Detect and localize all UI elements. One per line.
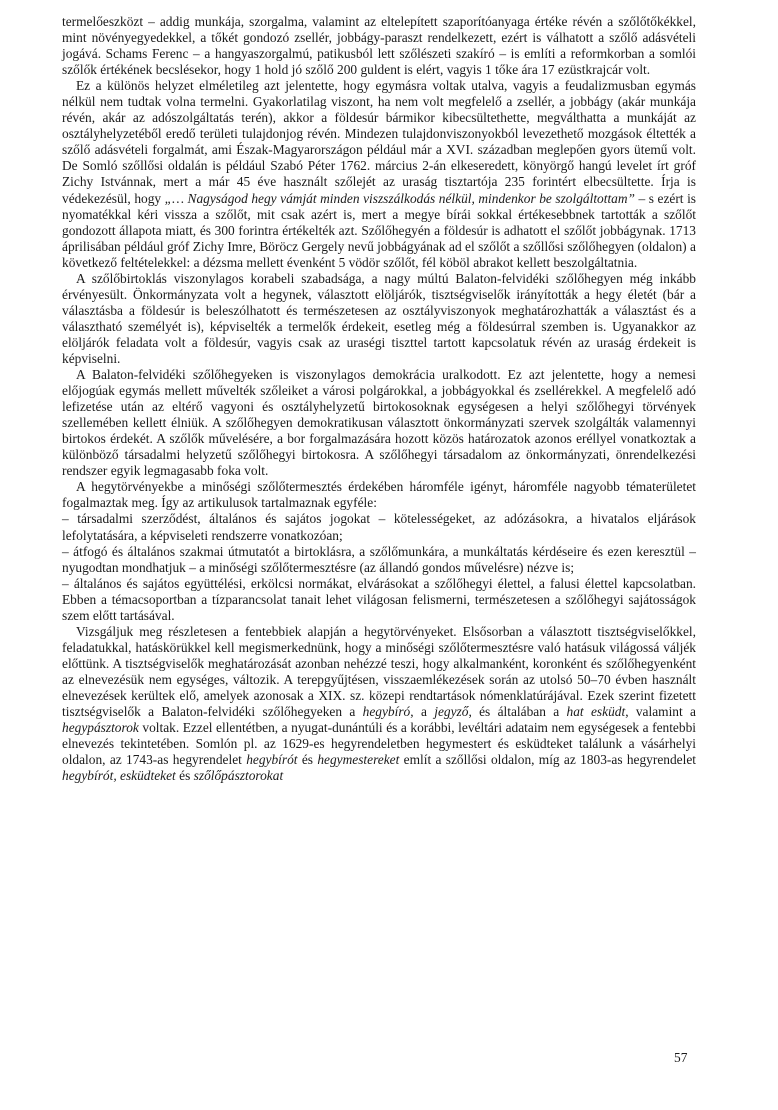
text-run: A szőlőbirtoklás viszonylagos korabeli szabadsága, a nagy múltú Balaton-felvidéki szőlőhegyen még inkább érvényesült. Önkormányzata volt a hegynek, választott elöljárók, tisztségviselők irányították a hegy életét (bár a választásba a földesúr is beleszólhatott és természetesen az osztályviszonyok meghatározhatták a választást és a választható személyét is), képviselték a termelők érdekeit, esetleg még a földesúrral szemben is. Ugyanakkor az elöljárók feladata volt a földesúr, vagyis csak az uraségi tiszttel tartott kapcsolatuk révén az uraság érdekeit is képviselni.	[62, 270, 696, 366]
text-run: , valamint a	[625, 704, 696, 720]
italic-text: hegybíró	[362, 704, 411, 720]
text-run: – s ezért is nyomatékkal kéri vissza a szőlőt, mit csak azért is, mert a megye bírái sokkal értékesebbnek tartották a szőlőt gondozott állapota miatt, és 300 forintra értékelték azt. Szőlőhegyén a földesúr is adhatott el szőlőt jobbágynak. 1713 áprilisában például gróf Zichy Imre, Böröcz Gergely nevű jobbágyának ad el szőlőt a szőllősi szőlőhegyen (oldalon) a következő feltételekkel: a dézsma mellett évenként 5 vödör szőlőt, fél köböl abrakot kellett beszolgáltatnia.	[62, 190, 696, 270]
paragraph	[62, 544, 696, 576]
italic-text: hat esküdt	[566, 704, 626, 720]
italic-text: hegymestereket	[317, 752, 400, 768]
text-run: A hegytörvényekbe a minőségi szőlőtermesztés érdekében háromféle igényt, háromféle nagyobb tématerületet fogalmaztak meg. Így az artikulusok tartalmaznak egyféle:	[62, 479, 696, 511]
text-run: termelőeszközt – addig munkája, szorgalma, valamint az eltelepített szaporítóanyaga értéke révén a szőlőtőkékkel, mint növényegyedekkel, a tőkét gondozó zsellér, jobbágy-paraszt rendelkezett, ezért is válhatott a szőlő adásvételi jogává. Schams Ferenc – a hangyaszorgalmú, patikusból lett szőlészeti szakíró – is említi a reformkorban a somlói szőlők értékének becslésekor, hogy 1 hold jó szőlő 200 guldent is elért, vagyis 1 tőke ára 17 ezüstkrajcár volt.	[62, 14, 696, 78]
document-body	[62, 14, 696, 784]
text-run: és	[175, 768, 194, 784]
paragraph	[62, 576, 696, 624]
paragraph	[62, 271, 696, 367]
paragraph	[62, 78, 696, 271]
text-run: , és általában a	[468, 704, 567, 720]
italic-text: hegybírót, esküdteket	[62, 768, 176, 784]
paragraph	[62, 367, 696, 479]
italic-text: hegypásztorok	[62, 720, 139, 736]
text-run: – átfogó és általános szakmai útmutatót a birtoklásra, a szőlőmunkára, a munkáltatás kérdéseire és ezen keresztül – nyugodtan mondhatjuk – a minőségi szőlőtermesztésre (az állandó gondos művelésre) nézve is;	[62, 543, 696, 575]
text-run: és	[297, 752, 318, 768]
text-run: A Balaton-felvidéki szőlőhegyeken is viszonylagos demokrácia uralkodott. Ez azt jelentette, hogy a nemesi előjogúak egymás mellett művelték szőleiket a városi polgárokkal, a jobbágyokkal és zsellérekkel. A megfelelő adó lefizetése után az eltérő vagyoni és osztályhelyzetű birtokosoknak egységesen a helyi szőlőhegyi törvények szellemében kellett élniük. A szőlőhegyen demokratikusan választott önkormányzati szervek szolgálták valamennyi birtokos érdekét. A szőlők művelésére, a bor forgalmazására hozott közös határozatok azonos eréllyel vonatkoztak a különböző társadalmi helyzetű szőlőhegyi birtokosra. A szőlőhegyi társadalom az önkormányzati, önrendelkezési rendszer egyik legmagasabb foka volt.	[62, 367, 696, 479]
text-run: – általános és sajátos együttélési, erkölcsi normákat, elvárásokat a szőlőhegyi élettel, a falusi élettel kapcsolatban. Ebben a témacsoportban a tízparancsolat tanait lehet világosan felismerni, természetesen a szőlőhegyi sajátosságok szem előtt tartásával.	[62, 575, 696, 623]
page-number: 57	[674, 1050, 688, 1065]
text-run: , a	[410, 704, 435, 720]
text-run: Ez a különös helyzet elméletileg azt jelentette, hogy egymásra voltak utalva, vagyis a feudalizmusban egymás nélkül nem tudtak volna termelni. Gyakorlatilag viszont, ha nem volt megfelelő a zsellér, a jobbágy (akár munkája révén, akár az adószolgáltatás terén), akkor a földesúr bármikor kibecsültethette, megválthatta a munkáját az osztályhelyzetéből eredő területi tulajdonjog révén. Mindezen tulajdonviszonyokból levezethető mozgások éltették a szőlő adásvételi forgalmát, ami Észak-Magyarországon például már a XVI. században meglepően gyors ütemű volt. De Somló szőllősi oldalán is például Szabó Péter 1762. március 2-án elkeseredett, könyörgő hangú levelet írt gróf Zichy Istvánnak, mert a már 45 éve használt szőlejét az uraság tisztartója 235 forintért elbecsültette. Írja is védekezésül, hogy	[62, 78, 696, 206]
text-run: említ a szőllősi oldalon, míg az 1803-as hegyrendelet	[399, 752, 696, 768]
italic-text: jegyző	[434, 704, 469, 720]
italic-text: „… Nagyságod hegy vámját minden viszszálkodás nélkül, mindenkor be szolgáltottam”	[164, 190, 635, 206]
italic-text: szőlőpásztorokat	[193, 768, 284, 784]
text-run: – társadalmi szerződést, általános és sajátos jogokat – kötelességeket, az adózásokra, a hivatalos eljárások lefolytatására, a képviseleti rendszerre vonatkozóan;	[62, 511, 696, 543]
paragraph	[62, 14, 696, 78]
text-run: voltak. Ezzel ellentétben, a nyugat-dunántúli és a korábbi, levéltári adataim nem egységesek a fentebbi elnevezés tekintetében. Somlón pl. az 1629-es hegyrendeletben hegymestert és esküdteket találunk a vásárhelyi oldalon, az 1743-as hegyrendelet	[62, 720, 696, 768]
paragraph	[62, 511, 696, 543]
paragraph	[62, 624, 696, 784]
italic-text: hegybírót	[246, 752, 298, 768]
paragraph	[62, 479, 696, 511]
text-run: Vizsgáljuk meg részletesen a fentebbiek alapján a hegytörvényeket. Elsősorban a választott tisztségviselőkkel, feladatukkal, hatáskörükkel kell megismerkednünk, hogy a minőségi szőlőtermesztésre való hatásuk világossá váljék előttünk. A tisztségviselők meghatározását azonban nehézzé teszi, hogy alkalmanként, koronként és szőlőhegyenként az elnevezésük nem egységes, változik. A terepgyűjtésen, visszaemlékezések során az utolsó 50–70 évben használt elnevezések kerültek elő, amelyek azonosak a XIX. sz. közepi rendtartások nómenklatúrájával. Ezek szerint fizetett tisztségviselők a Balaton-felvidéki szőlőhegyeken a	[62, 623, 696, 720]
